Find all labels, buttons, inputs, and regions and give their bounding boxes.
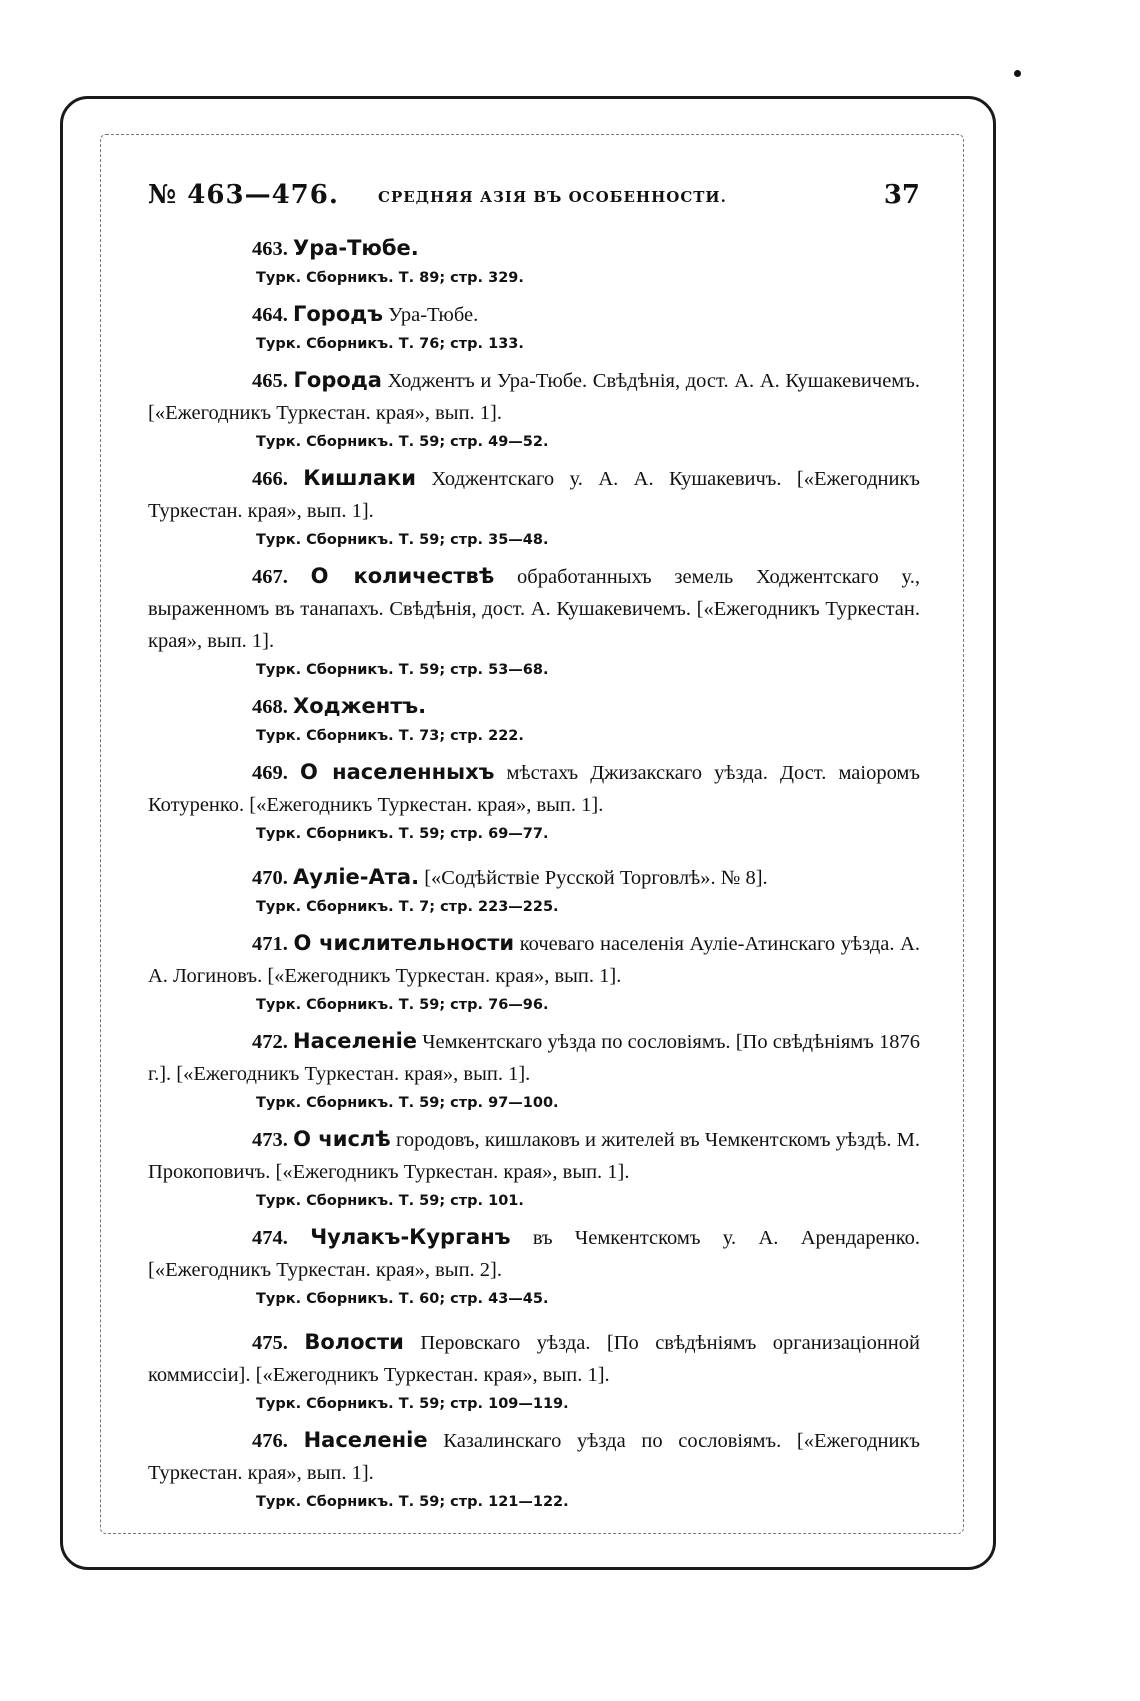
entry-source: Турк. Сборникъ. Т. 59; стр. 97—100.	[256, 1095, 559, 1111]
entry-text: Казалинскаго уѣзда по сословіямъ. [«Ежегодникъ Туркестан. края», вып. 1].	[148, 1430, 920, 1484]
entry-number: 467.	[252, 566, 288, 588]
entry-heading: О числительности	[293, 931, 515, 955]
entry-heading: Ура-Тюбе.	[293, 236, 419, 260]
entry-source: Турк. Сборникъ. Т. 76; стр. 133.	[256, 336, 524, 352]
entry-number: 466.	[252, 468, 288, 490]
bibliography-entry-474	[148, 1221, 920, 1312]
ink-dot	[1014, 70, 1021, 77]
entry-source: Турк. Сборникъ. Т. 59; стр. 101.	[256, 1193, 524, 1209]
bibliography-entry-471	[148, 927, 920, 1018]
bibliography-entry-467	[148, 560, 920, 683]
bibliography-entry-463	[148, 232, 920, 291]
bibliography-entry-465	[148, 364, 920, 455]
bibliography-entry-470	[148, 861, 920, 920]
entry-heading: Населеніе	[293, 1029, 418, 1053]
entry-number: 473.	[252, 1129, 288, 1151]
entry-heading: Городъ	[293, 302, 384, 326]
entry-source: Турк. Сборникъ. Т. 59; стр. 49—52.	[256, 434, 549, 450]
entry-number: 476.	[252, 1430, 288, 1452]
entry-text: Ура-Тюбе.	[383, 304, 479, 326]
entry-number: 472.	[252, 1031, 288, 1053]
section-title: СРЕДНЯЯ АЗІЯ ВЪ ОСОБЕННОСТИ.	[378, 188, 727, 206]
bibliography-entry-469	[148, 756, 920, 847]
entry-number: 474.	[252, 1227, 288, 1249]
entry-text: кочеваго населенія Ауліе-Атинскаго уѣзда. А. А. Логиновъ. [«Ежегодникъ Туркестан. края», вып. 1].	[148, 933, 921, 987]
entry-text: мѣстахъ Джизакскаго уѣзда. Дост. маіоромъ Котуренко. [«Ежегодникъ Туркестан. края», вып. 1].	[148, 762, 921, 816]
entry-heading: О населенныхъ	[299, 760, 495, 784]
page-number: 37	[883, 180, 920, 210]
entry-text: Ходжентскаго у. А. А. Кушакевичъ. [«Ежегодникъ Туркестан. края», вып. 1].	[148, 468, 920, 522]
entry-text: Ходжентъ и Ура-Тюбе. Свѣдѣнія, дост. А. А. Кушакевичемъ. [«Ежегодникъ Туркестан. края», вып. 1].	[148, 370, 920, 424]
entry-heading: Ауліе-Ата.	[293, 865, 420, 889]
entry-text: Перовскаго уѣзда. [По свѣдѣніямъ организаціонной коммиссіи]. [«Ежегодникъ Туркестан. края», вып. 1].	[148, 1332, 921, 1386]
entry-range: № 463—476.	[148, 180, 339, 210]
bibliography-list	[148, 232, 920, 1522]
entry-heading: Города	[293, 368, 382, 392]
bibliography-entry-472	[148, 1025, 920, 1116]
entry-source: Турк. Сборникъ. Т. 89; стр. 329.	[256, 270, 524, 286]
bibliography-entry-476	[148, 1424, 920, 1515]
entry-number: 471.	[252, 933, 288, 955]
entry-text: [«Содѣйствіе Русской Торговлѣ». № 8].	[419, 867, 768, 889]
entry-number: 465.	[252, 370, 288, 392]
entry-text: Чемкентскаго уѣзда по сословіямъ. [По свѣдѣніямъ 1876 г.]. [«Ежегодникъ Туркестан. края», вып. 1].	[148, 1031, 921, 1085]
entry-heading: Волости	[304, 1330, 404, 1354]
bibliography-entry-466	[148, 462, 920, 553]
bibliography-entry-464	[148, 298, 920, 357]
entry-source: Турк. Сборникъ. Т. 59; стр. 121—122.	[256, 1494, 569, 1510]
entry-source: Турк. Сборникъ. Т. 7; стр. 223—225.	[256, 899, 559, 915]
bibliography-entry-468	[148, 690, 920, 749]
entry-source: Турк. Сборникъ. Т. 59; стр. 109—119.	[256, 1396, 569, 1412]
entry-source: Турк. Сборникъ. Т. 59; стр. 53—68.	[256, 662, 549, 678]
running-head	[148, 180, 920, 220]
entry-number: 463.	[252, 238, 288, 260]
entry-heading: О количествѣ	[310, 564, 495, 588]
entry-source: Турк. Сборникъ. Т. 60; стр. 43—45.	[256, 1291, 549, 1307]
entry-number: 468.	[252, 696, 288, 718]
entry-heading: Ходжентъ.	[293, 694, 427, 718]
bibliography-entry-473	[148, 1123, 920, 1214]
bibliography-entry-475	[148, 1326, 920, 1417]
entry-text: обработанныхъ земель Ходжентскаго у., выраженномъ въ танапахъ. Свѣдѣнія, дост. А. Кушакевичемъ. [«Ежегодникъ Туркестан. края», вып. 1].	[148, 566, 920, 652]
entry-text: въ Чемкентскомъ у. А. Арендаренко. [«Ежегодникъ Туркестан. края», вып. 2].	[148, 1227, 920, 1281]
entry-source: Турк. Сборникъ. Т. 59; стр. 76—96.	[256, 997, 549, 1013]
entry-heading: Населеніе	[303, 1428, 428, 1452]
entry-text: городовъ, кишлаковъ и жителей въ Чемкентскомъ уѣздѣ. М. Прокоповичъ. [«Ежегодникъ Туркестан. края», вып. 1].	[148, 1129, 921, 1183]
entry-number: 464.	[252, 304, 288, 326]
entry-source: Турк. Сборникъ. Т. 59; стр. 35—48.	[256, 532, 549, 548]
entry-source: Турк. Сборникъ. Т. 73; стр. 222.	[256, 728, 524, 744]
entry-source: Турк. Сборникъ. Т. 59; стр. 69—77.	[256, 826, 549, 842]
entry-heading: Кишлаки	[303, 466, 416, 490]
entry-number: 475.	[252, 1332, 288, 1354]
entry-number: 469.	[252, 762, 288, 784]
entry-heading: О числѣ	[293, 1127, 391, 1151]
entry-number: 470.	[252, 867, 288, 889]
entry-heading: Чулакъ-Курганъ	[310, 1225, 511, 1249]
